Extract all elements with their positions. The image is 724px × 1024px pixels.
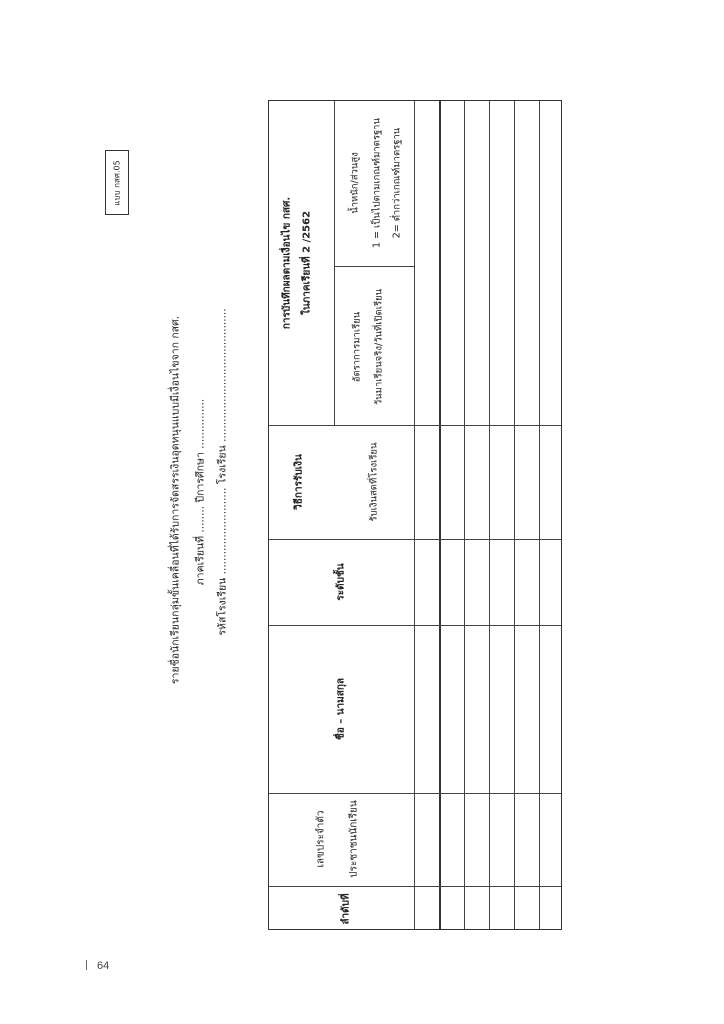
student-table — [268, 100, 562, 930]
header-record-1: การบันทึกผลตามเงื่อนไข กสศ. — [281, 196, 293, 330]
form-code-box — [105, 150, 129, 215]
header-grade: ระดับชั้น — [335, 563, 347, 601]
header-attend-2: วันมาเรียนจริง/วันที่เปิดเรียน — [373, 288, 385, 406]
page-number — [86, 960, 109, 972]
heading-line-1: รายชื่อนักเรียนกลุ่มขั้นเคลื่อนที่ได้รับการจัดสรรเงินอุดหนุนแบบมีเงื่อนไขจาก กสศ. — [169, 315, 182, 685]
col-line — [464, 101, 465, 929]
header-split-line — [334, 101, 335, 425]
col-line — [539, 101, 540, 929]
col-line — [414, 101, 415, 929]
heading-line-3: รหัสโรงเรียน .......................... โรงเรียน ........................................ — [216, 308, 229, 636]
header-id-2: ประชาชนนักเรียน — [348, 800, 360, 878]
header-name: ชื่อ – นามสกุล — [335, 677, 347, 741]
row-line — [269, 793, 561, 794]
form-code: แบบ กสศ.05 — [112, 159, 122, 206]
row-line — [269, 539, 561, 540]
row-line — [334, 266, 414, 267]
col-line — [489, 101, 490, 929]
header-id-1: เลขประจำตัว — [315, 810, 327, 868]
page-number-text: 64 — [97, 960, 110, 972]
heading-line-2: ภาคเรียนที่ ........ ปีการศึกษา ............... — [194, 398, 207, 586]
header-attend-1: อัตราการมาเรียน — [351, 311, 363, 383]
row-line — [269, 425, 561, 426]
col-line-double — [439, 101, 441, 929]
header-weight-1: น้ำหนัก/ส่วนสูง — [349, 152, 361, 214]
header-weight-3: 2= ต่ำกว่าเกณฑ์มาตรฐาน — [391, 127, 403, 239]
header-payment: วิธีการรับเงิน — [293, 454, 305, 510]
header-weight-2: 1 = เป็นไปตามเกณฑ์มาตรฐาน — [371, 117, 383, 249]
header-payment-sub: รับเงินสดที่โรงเรียน — [368, 442, 380, 522]
header-seq: ลำดับที่ — [340, 893, 352, 925]
header-record-2: ในภาคเรียนที่ 2 /2562 — [301, 210, 313, 316]
row-line — [269, 886, 561, 887]
row-line — [269, 625, 561, 626]
col-line — [514, 101, 515, 929]
